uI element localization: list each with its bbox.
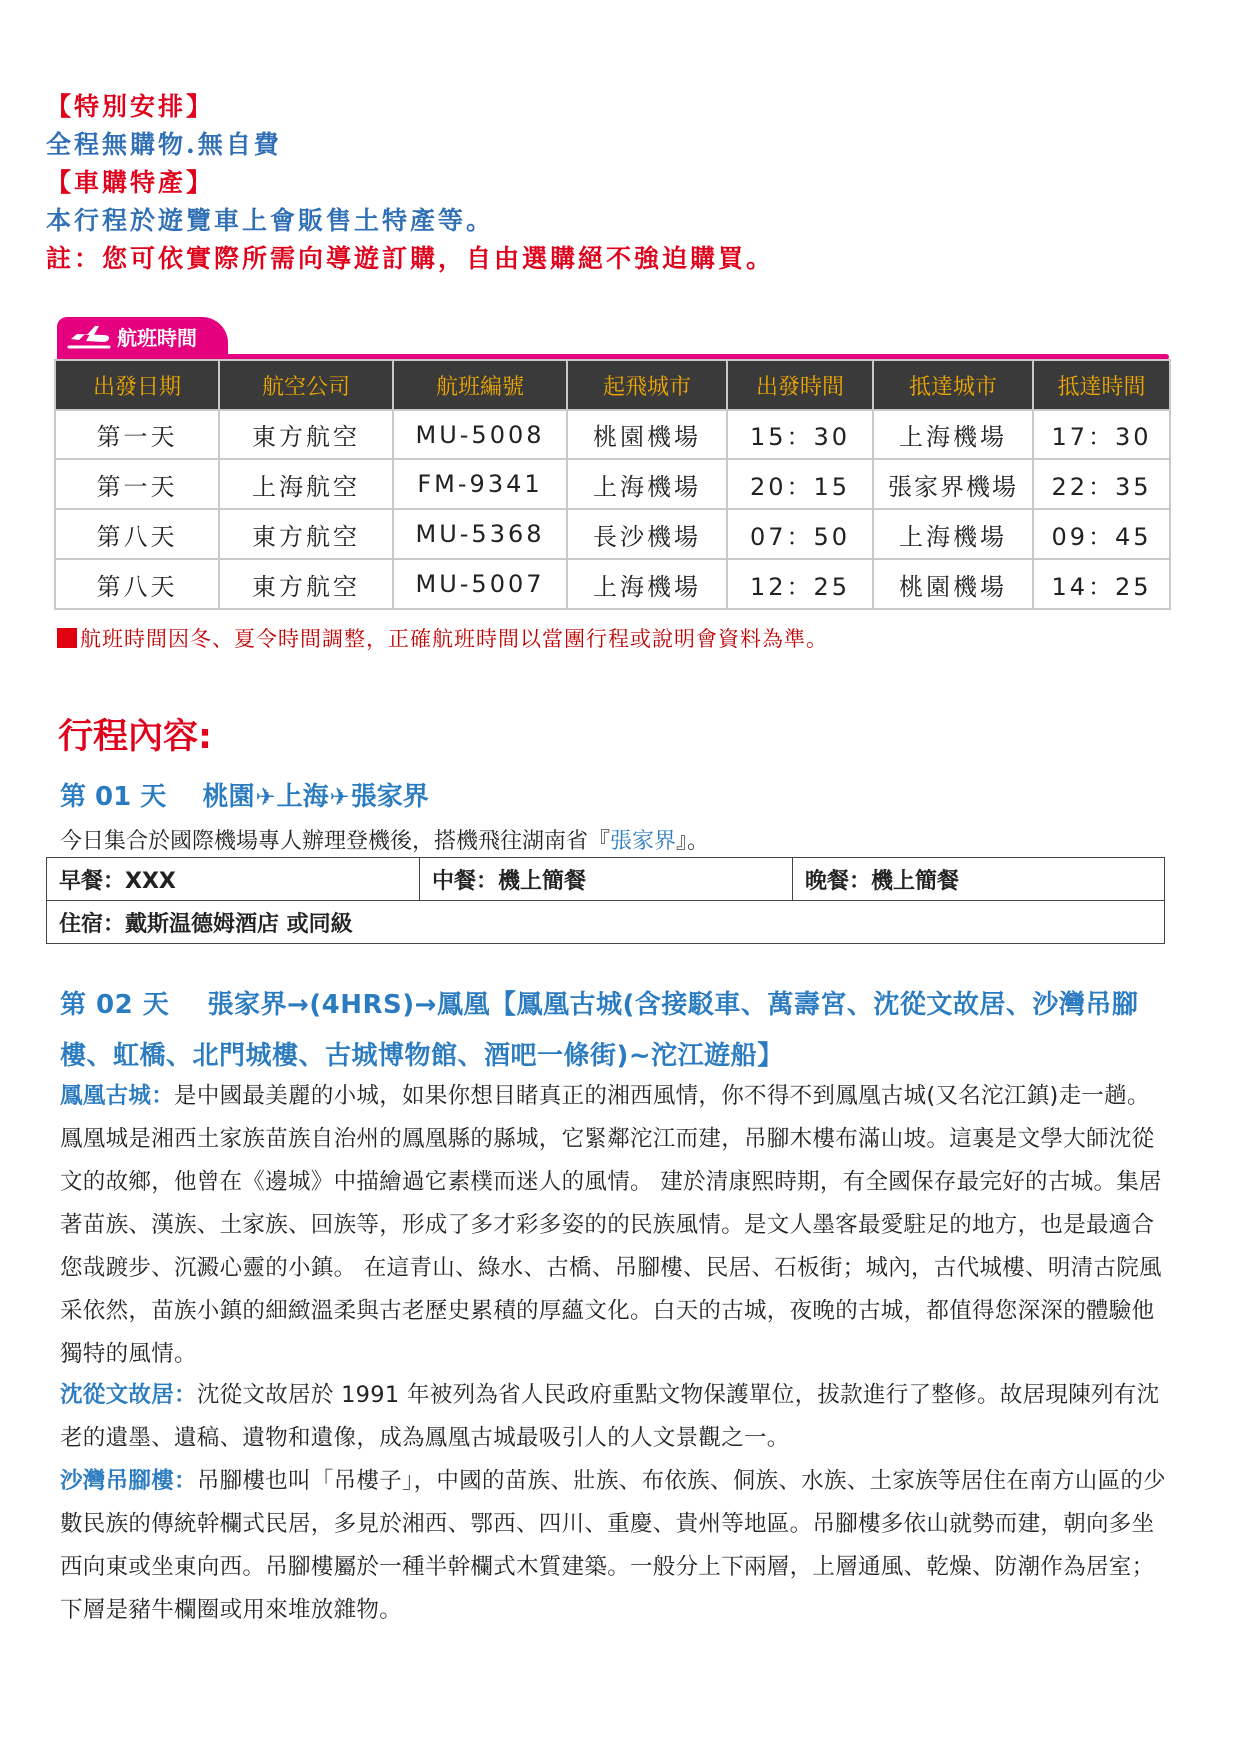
day-2-title bbox=[60, 980, 1170, 1082]
airplane-takeoff-icon bbox=[65, 323, 113, 357]
table-cell: 20：15 bbox=[727, 459, 873, 509]
day-1-intro bbox=[60, 824, 709, 855]
table-cell: 15：30 bbox=[727, 410, 873, 459]
day-1-intro-highlight: 張家界 bbox=[610, 829, 677, 854]
table-cell: 第八天 bbox=[55, 559, 219, 609]
flight-table-header-row bbox=[55, 360, 1170, 410]
flight-table bbox=[54, 359, 1171, 610]
airplane-icon: ✈ bbox=[255, 783, 276, 811]
day-1-intro-prefix: 今日集合於國際機場專人辦理登機後，搭機飛往湖南省『 bbox=[60, 829, 611, 854]
attraction-text: 沈從文故居於 1991 年被列為省人民政府重點文物保護單位，拔款進行了整修。故居現陳列有沈老的遺墨、遺稿、遺物和遺像，成為鳳凰古城最吸引人的人文景觀之一。 bbox=[60, 1382, 1160, 1451]
lunch-cell: 中餐：機上簡餐 bbox=[420, 858, 793, 901]
red-square-bullet-icon bbox=[57, 628, 77, 648]
attraction-term: 鳳凰古城： bbox=[60, 1083, 175, 1109]
table-cell: 桃園機場 bbox=[567, 410, 727, 459]
day-1-intro-suffix: 』。 bbox=[676, 829, 710, 854]
column-header: 航班編號 bbox=[393, 360, 567, 410]
day-1-stop: 張家界 bbox=[350, 782, 429, 812]
table-row bbox=[55, 410, 1170, 459]
table-cell: 22：35 bbox=[1033, 459, 1170, 509]
day-2-paragraph bbox=[60, 1374, 1170, 1460]
table-cell: MU-5007 bbox=[393, 559, 567, 609]
attraction-text: 是中國最美麗的小城，如果你想目睹真正的湘西風情，你不得不到鳳凰古城(又名沱江鎮)走一趟。鳳凰城是湘西土家族苗族自治州的鳳凰縣的縣城，它緊鄰沱江而建，吊腳木樓布滿山坡。這裏是文學大師沈從文的故鄉，他曾在《邊城》中描繪過它素樸而迷人的風情。 建於清康熙時期，有全國保存最完好的古城。集居著苗族、漢族、土家族、回族等，形成了多才彩多姿的的民族風情。是文人墨客最愛駐足的地方，也是最適合您哉踱步、沉澱心靈的小鎮。 在這青山、綠水、古橋、吊腳樓、民居、石板街；城內，古代城樓、明清古院風采依然，苗族小鎮的細緻溫柔與古老歷史累積的厚蘊文化。白天的古城，夜晚的古城，都值得您深深的體驗他獨特的風情。 bbox=[60, 1083, 1162, 1367]
day-1-label: 第 01 天 bbox=[60, 782, 167, 812]
day-1-title bbox=[60, 776, 429, 813]
day-1-stop: 桃園 bbox=[202, 782, 255, 812]
notes-block bbox=[46, 88, 774, 278]
table-row bbox=[55, 459, 1170, 509]
table-cell: 上海機場 bbox=[567, 559, 727, 609]
table-cell: 14：25 bbox=[1033, 559, 1170, 609]
shopping-title: 【車購特產】 bbox=[46, 168, 215, 197]
table-row bbox=[47, 858, 1165, 901]
attraction-term: 沙灣吊腳樓： bbox=[60, 1468, 197, 1494]
table-cell: 上海航空 bbox=[219, 459, 393, 509]
table-cell: 長沙機場 bbox=[567, 509, 727, 559]
table-cell: 上海機場 bbox=[873, 410, 1033, 459]
flight-section-tab-label: 航班時間 bbox=[117, 326, 197, 350]
itinerary-title: 行程內容: bbox=[58, 717, 212, 757]
table-cell: 上海機場 bbox=[873, 509, 1033, 559]
table-cell: 東方航空 bbox=[219, 509, 393, 559]
table-cell: 東方航空 bbox=[219, 410, 393, 459]
breakfast-cell: 早餐：XXX bbox=[47, 858, 420, 901]
flight-time-note bbox=[57, 623, 828, 653]
attraction-text: 吊腳樓也叫「吊樓子」，中國的苗族、壯族、布依族、侗族、水族、土家族等居住在南方山區的少數民族的傳統幹欄式民居，多見於湘西、鄂西、四川、重慶、貴州等地區。吊腳樓多依山就勢而建，朝向多坐西向東或坐東向西。吊腳樓屬於一種半幹欄式木質建築。一般分上下兩層，上層通風、乾燥、防潮作為居室；下層是豬牛欄圈或用來堆放雜物。 bbox=[60, 1468, 1166, 1623]
column-header: 出發時間 bbox=[727, 360, 873, 410]
column-header: 起飛城市 bbox=[567, 360, 727, 410]
airplane-icon: ✈ bbox=[329, 783, 350, 811]
dinner-cell: 晚餐：機上簡餐 bbox=[793, 858, 1165, 901]
table-cell: 第一天 bbox=[55, 410, 219, 459]
table-cell: 第八天 bbox=[55, 509, 219, 559]
column-header: 出發日期 bbox=[55, 360, 219, 410]
table-cell: MU-5368 bbox=[393, 509, 567, 559]
flight-section-tab bbox=[57, 317, 228, 359]
special-arrangement-title: 【特別安排】 bbox=[46, 92, 215, 121]
table-cell: 07：50 bbox=[727, 509, 873, 559]
day-2-label: 第 02 天 bbox=[60, 990, 170, 1020]
day-1-meals-table bbox=[46, 857, 1165, 944]
table-cell: 12：25 bbox=[727, 559, 873, 609]
shopping-text: 本行程於遊覽車上會販售土特產等。 bbox=[46, 206, 495, 235]
table-cell: 東方航空 bbox=[219, 559, 393, 609]
day-2-route: 張家界→(4HRS)→鳳凰【鳳凰古城(含接駁車、萬壽宮、沈從文故居、沙灣吊腳樓、虹橋、北門城樓、古城博物館、酒吧一條街)~沱江遊船】 bbox=[60, 990, 1139, 1071]
table-cell: MU-5008 bbox=[393, 410, 567, 459]
shopping-note: 註：您可依實際所需向導遊訂購，自由選購絕不強迫購買。 bbox=[46, 244, 775, 273]
day-1-stop: 上海 bbox=[276, 782, 329, 812]
table-cell: FM-9341 bbox=[393, 459, 567, 509]
table-row bbox=[55, 509, 1170, 559]
hotel-cell: 住宿：戴斯温德姆酒店 或同級 bbox=[47, 901, 1165, 944]
table-row bbox=[55, 559, 1170, 609]
day-2-paragraph bbox=[60, 1460, 1170, 1632]
table-cell: 桃園機場 bbox=[873, 559, 1033, 609]
attraction-term: 沈從文故居： bbox=[60, 1382, 197, 1408]
column-header: 航空公司 bbox=[219, 360, 393, 410]
column-header: 抵達時間 bbox=[1033, 360, 1170, 410]
table-cell: 張家界機場 bbox=[873, 459, 1033, 509]
column-header: 抵達城市 bbox=[873, 360, 1033, 410]
table-cell: 上海機場 bbox=[567, 459, 727, 509]
flight-time-note-text: 航班時間因冬、夏令時間調整，正確航班時間以當團行程或說明會資料為準。 bbox=[80, 627, 828, 651]
table-cell: 09：45 bbox=[1033, 509, 1170, 559]
table-cell: 第一天 bbox=[55, 459, 219, 509]
special-arrangement-text: 全程無購物.無自費 bbox=[46, 130, 282, 159]
day-2-paragraph bbox=[60, 1075, 1170, 1376]
table-row bbox=[47, 901, 1165, 944]
table-cell: 17：30 bbox=[1033, 410, 1170, 459]
